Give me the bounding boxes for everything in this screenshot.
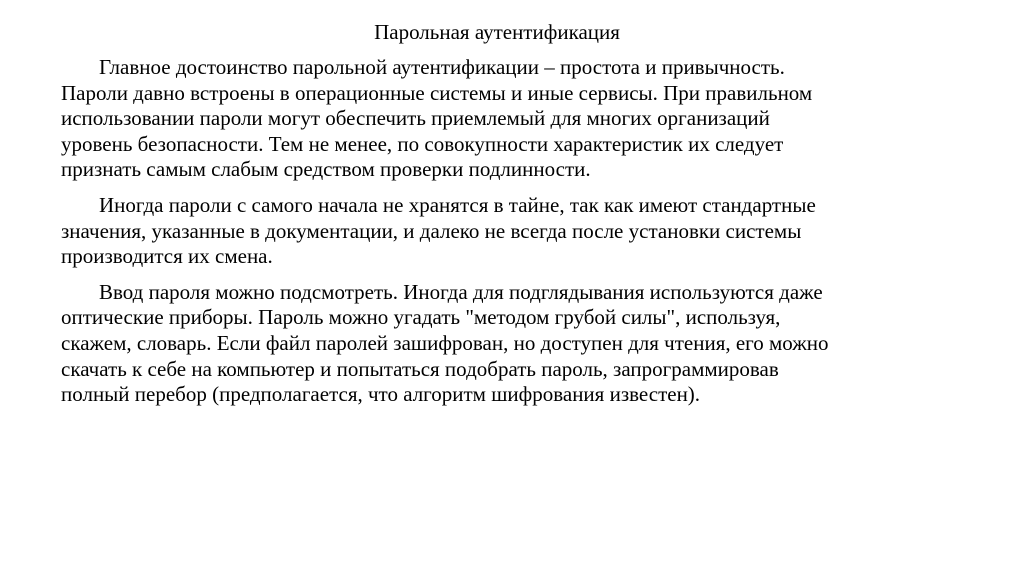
paragraph-line: полный перебор (предполагается, что алгоритм шифрования известен). bbox=[61, 382, 701, 407]
paragraph-3 bbox=[61, 280, 961, 408]
paragraph-line: Пароли давно встроены в операционные системы и иные сервисы. При правильном bbox=[61, 80, 813, 105]
paragraph-line: производится их смена. bbox=[61, 244, 273, 269]
slide-body bbox=[61, 55, 961, 418]
paragraph-line: оптические приборы. Пароль можно угадать "методом грубой силы", используя, bbox=[61, 305, 781, 330]
paragraph-2 bbox=[61, 193, 961, 270]
paragraph-line: Главное достоинство парольной аутентификации – простота и привычность. bbox=[99, 55, 785, 79]
paragraph-line: скачать к себе на компьютер и попытаться подобрать пароль, запрограммировав bbox=[61, 356, 779, 381]
slide-title: Парольная аутентификация bbox=[374, 20, 620, 44]
paragraph-line: уровень безопасности. Тем не менее, по совокупности характеристик их следует bbox=[61, 131, 784, 156]
paragraph-line: скажем, словарь. Если файл паролей зашифрован, но доступен для чтения, его можно bbox=[61, 330, 829, 355]
paragraph-line: значения, указанные в документации, и далеко не всегда после установки системы bbox=[61, 218, 802, 243]
paragraph-1 bbox=[61, 55, 961, 183]
paragraph-line: использовании пароли могут обеспечить приемлемый для многих организаций bbox=[61, 106, 770, 131]
paragraph-line: признать самым слабым средством проверки подлинности. bbox=[61, 157, 591, 182]
paragraph-line: Иногда пароли с самого начала не хранятся в тайне, так как имеют стандартные bbox=[99, 192, 816, 217]
paragraph-line: Ввод пароля можно подсмотреть. Иногда для подглядывания используются даже bbox=[99, 279, 823, 304]
